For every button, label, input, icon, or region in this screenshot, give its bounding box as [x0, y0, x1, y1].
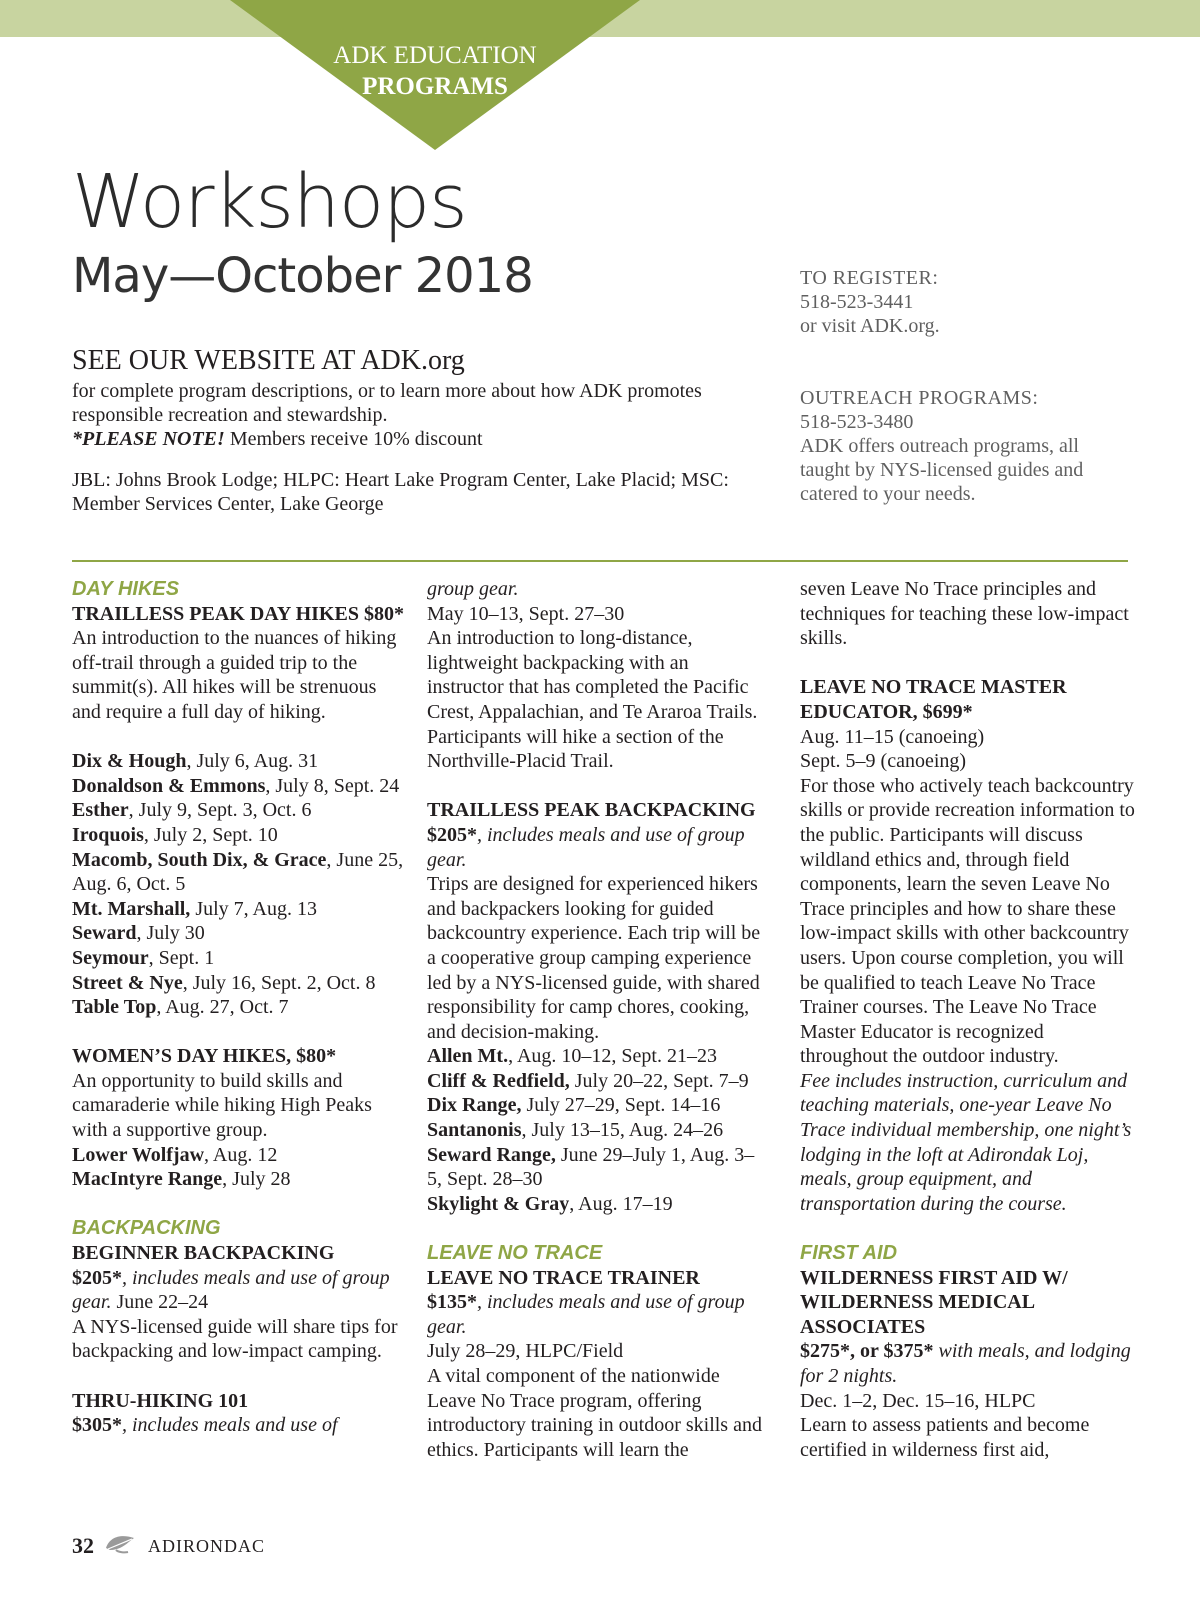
column-1 [72, 577, 407, 1438]
program-title: WILDERNESS FIRST AID W/ WILDERNESS MEDICAL ASSOCIATES [800, 1266, 1068, 1338]
trip-dates: , July 9, Sept. 3, Oct. 6 [128, 799, 312, 822]
outreach-box [800, 386, 1130, 506]
program-description: A vital component of the nationwide Leave No Trace program, offering introductory training in outdoor skills and ethics. Participants will learn the [427, 1365, 762, 1461]
register-phone: 518-523-3441 [800, 291, 914, 313]
section-heading-day-hikes: DAY HIKES [72, 578, 180, 600]
program-description: An opportunity to build skills and camaraderie while hiking High Peaks with a supportive group. [72, 1069, 372, 1142]
program-dates: Sept. 5–9 (canoeing) [800, 750, 967, 773]
program-price [72, 1413, 407, 1438]
trip-name: Seward Range, [427, 1143, 556, 1166]
trip-dates: , Aug. 12 [204, 1143, 278, 1166]
page-footer [72, 1532, 265, 1560]
trip-name: Santanonis [427, 1119, 522, 1142]
website-heading: SEE OUR WEBSITE AT ADK.org [72, 345, 465, 376]
trip-item [427, 1118, 762, 1143]
trip-dates: , Aug. 17–19 [569, 1192, 673, 1215]
trip-dates: June 29–July 1, Aug. 3–5, Sept. 28–30 [427, 1143, 755, 1191]
outreach-text: ADK offers outreach programs, all taught by NYS-licensed guides and catered to your needs. [800, 435, 1084, 505]
program-price [427, 823, 762, 872]
trip-name: Seward [72, 922, 137, 945]
program-description: For those who actively teach backcountry skills or provide recreation information to the public. Participants will discuss wildland ethics and, through field components, learn the seven Leave No Trace principles and how to share these low-impact skills with other backcountry users. Upon course completion, you will be qualified to teach Leave No Trace Trainer courses. The Leave No Trace Master Educator is recognized throughout the outdoor industry. [800, 774, 1135, 1068]
program-description: A NYS-licensed guide will share tips for backpacking and low-impact camping. [72, 1315, 398, 1363]
program-title: LEAVE NO TRACE MASTER EDUCATOR, $699* [800, 676, 1067, 723]
program-description: An introduction to long-distance, lightweight backpacking with an instructor that has completed the Pacific Crest, Appalachian, and Te Araroa Trails. Participants will hike a section of the Northville-Placid Trail. [427, 627, 758, 773]
trip-name: Table Top [72, 996, 157, 1019]
register-box [800, 266, 1130, 338]
trip-name: Donaldson & Emmons [72, 774, 266, 797]
program-dates: June 22–24 [111, 1291, 209, 1314]
trip-item [427, 1069, 762, 1094]
price-includes: with meals, and lodging for 2 nights. [800, 1340, 1131, 1387]
program-dates: Aug. 11–15 (canoeing) [800, 725, 985, 748]
price-includes: , includes meals and use of group gear. [72, 1266, 390, 1314]
trip-name: Iroquois [72, 823, 144, 846]
trip-item [72, 946, 407, 971]
trip-item [72, 749, 407, 774]
section-heading-leave-no-trace: LEAVE NO TRACE [427, 1242, 603, 1265]
column-3 [800, 577, 1135, 1462]
trip-name: Dix Range, [427, 1094, 522, 1117]
page-subtitle: May—October 2018 [72, 248, 533, 304]
trip-item [72, 921, 407, 946]
trip-dates: , July 2, Sept. 10 [143, 823, 278, 846]
trip-item [72, 823, 407, 848]
location-abbreviations: JBL: Johns Brook Lodge; HLPC: Heart Lake Program Center, Lake Placid; MSC: Member Services Center, Lake George [72, 469, 729, 515]
program-title: TRAILLESS PEAK BACKPACKING [427, 799, 756, 822]
program-price [800, 1339, 1135, 1388]
register-visit: or visit ADK.org. [800, 315, 940, 337]
program-description: Trips are designed for experienced hikers and backpackers looking for guided backcountry experience. Each trip will be a cooperative group camping experience led by a NYS-licensed guide, with shared responsibility for camp chores, cooking, and decision-making. [427, 873, 761, 1043]
price: $205* [72, 1266, 122, 1289]
page-title: Workshops [72, 159, 467, 245]
trip-dates: , July 6, Aug. 31 [186, 750, 319, 773]
trip-dates: , Sept. 1 [148, 946, 215, 969]
trip-dates: July 7, Aug. 13 [190, 897, 317, 920]
trip-name: Mt. Marshall, [72, 897, 191, 920]
outreach-phone: 518-523-3480 [800, 411, 914, 433]
register-heading: TO REGISTER: [800, 267, 939, 289]
page-number: 32 [72, 1533, 94, 1558]
program-price [72, 1266, 407, 1315]
program-title: TRAILLESS PEAK DAY HIKES $80* [72, 602, 404, 625]
fee-includes: Fee includes instruction, curriculum and teaching materials, one-year Leave No Trace individual membership, one night’s lodging in the loft at Adirondak Loj, meals, group equipment, and transportation during the course. [800, 1069, 1132, 1215]
website-text: for complete program descriptions, or to learn more about how ADK promotes responsible recreation and stewardship. [72, 380, 702, 426]
trip-item [427, 1143, 762, 1192]
trip-name: Street & Nye [72, 971, 183, 994]
trip-item [72, 995, 407, 1020]
banner-line2: PROGRAMS [362, 73, 508, 100]
price-includes: , includes meals and use of group gear. [427, 823, 745, 871]
member-note [72, 427, 772, 451]
program-title: WOMEN’S DAY HIKES, $80* [72, 1045, 337, 1068]
section-heading-backpacking: BACKPACKING [72, 1217, 221, 1240]
trip-name: Macomb, South Dix, & Grace [72, 848, 327, 871]
trip-item [72, 848, 407, 897]
note-text: Members receive 10% discount [224, 428, 483, 450]
trip-name: Esther [72, 799, 129, 822]
trip-name: MacIntyre Range [72, 1168, 223, 1191]
trip-dates: , July 28 [222, 1168, 291, 1191]
trip-item [72, 971, 407, 996]
trip-dates: , Aug. 27, Oct. 7 [156, 996, 289, 1019]
trip-item [72, 897, 407, 922]
trip-name: Skylight & Gray [427, 1192, 570, 1215]
program-description: An introduction to the nuances of hiking off-trail through a guided trip to the summit(s). All hikes will be strenuous and require a full day of hiking. [72, 627, 397, 723]
trip-dates: , July 8, Sept. 24 [265, 774, 400, 797]
trip-name: Allen Mt. [427, 1045, 509, 1068]
trip-dates: , July 16, Sept. 2, Oct. 8 [182, 971, 376, 994]
program-description: Learn to assess patients and become certified in wilderness first aid, [800, 1414, 1090, 1461]
trip-name: Dix & Hough [72, 750, 187, 773]
price: $305* [72, 1414, 122, 1437]
trip-name: Seymour [72, 946, 149, 969]
price-includes: , includes meals and use of [122, 1414, 338, 1437]
program-title: LEAVE NO TRACE TRAINER [427, 1266, 700, 1289]
column-2 [427, 577, 762, 1462]
trip-item [427, 1192, 762, 1217]
program-price [427, 1290, 762, 1339]
trip-item [427, 1093, 762, 1118]
section-banner [300, 40, 570, 102]
trip-dates: , July 13–15, Aug. 24–26 [521, 1119, 724, 1142]
trip-name: Lower Wolfjaw [72, 1143, 205, 1166]
leaf-icon [104, 1532, 138, 1560]
program-dates: July 28–29, HLPC/Field [427, 1340, 624, 1363]
note-label: *PLEASE NOTE! [72, 428, 225, 450]
website-notice [72, 343, 772, 451]
trip-dates: , June 25, Aug. 6, Oct. 5 [72, 848, 404, 896]
trip-item [427, 1044, 762, 1069]
trip-item [72, 1143, 407, 1168]
program-description-continued: seven Leave No Trace principles and techniques for teaching these low-impact skills. [800, 578, 1129, 650]
program-dates: May 10–13, Sept. 27–30 [427, 602, 625, 625]
trip-item [72, 1167, 407, 1192]
program-title: BEGINNER BACKPACKING [72, 1242, 335, 1265]
trip-dates: , Aug. 10–12, Sept. 21–23 [508, 1045, 717, 1068]
price: $135* [427, 1291, 477, 1314]
magazine-name: ADIRONDAC [148, 1535, 265, 1556]
price-includes: , includes meals and use of group gear. [427, 1291, 745, 1338]
price-includes-continued: group gear. [427, 578, 519, 600]
outreach-heading: OUTREACH PROGRAMS: [800, 387, 1039, 409]
trip-dates: July 27–29, Sept. 14–16 [521, 1094, 721, 1117]
section-heading-first-aid: FIRST AID [800, 1242, 898, 1265]
trip-dates: , July 30 [136, 922, 205, 945]
trip-dates: July 20–22, Sept. 7–9 [569, 1069, 749, 1092]
trip-item [72, 798, 407, 823]
price: $205* [427, 823, 477, 846]
program-title: THRU-HIKING 101 [72, 1389, 249, 1412]
trip-item [72, 774, 407, 799]
trip-name: Cliff & Redfield, [427, 1069, 570, 1092]
program-dates: Dec. 1–2, Dec. 15–16, HLPC [800, 1389, 1036, 1412]
price: $275*, or $375* [800, 1340, 934, 1363]
divider-rule [72, 560, 1128, 562]
banner-line1: ADK EDUCATION [333, 42, 537, 69]
